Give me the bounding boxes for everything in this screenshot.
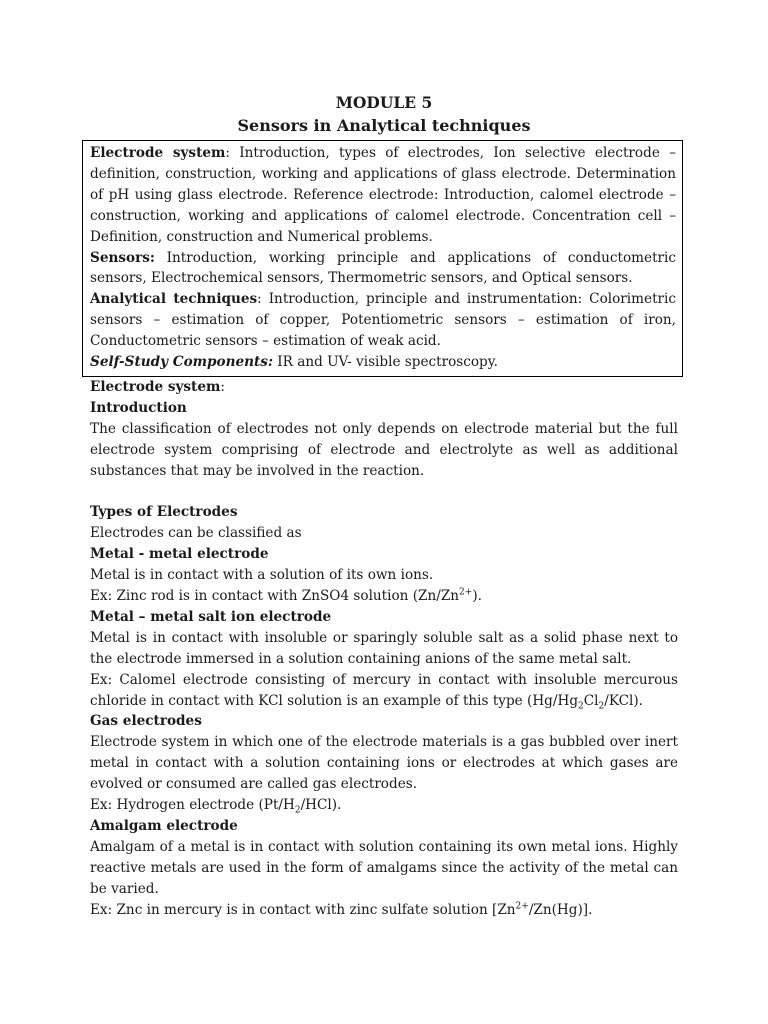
metal-electrode-example: Ex: Zinc rod is in contact with ZnSO4 solution $(Zn/Zn^{2+})$. [90,587,482,605]
introduction-heading: Introduction [90,399,187,416]
syllabus-sensors [90,248,676,290]
syllabus-electrode [90,143,676,248]
module-number: MODULE 5 [335,93,433,112]
amalgam-electrode-heading: Amalgam electrode [90,817,238,834]
document-page [90,92,678,921]
module-title: Sensors in Analytical techniques [237,116,531,135]
spacer [90,482,678,503]
gas-electrode-example: Ex: Hydrogen electrode $(Pt/H_2/HCl)$. [90,797,342,816]
syllabus-analytical [90,289,676,352]
syllabus-selfstudy [90,352,676,373]
syllabus-sensors-text: Introduction, working principle and applications of conductometric sensors, Electrochemical sensors, Thermometric sensors, and Optical sensors. [90,249,676,287]
syllabus-electrode-text: : Introduction, types of electrodes, Ion selective electrode – definition, construction, working and applications of glass electrode. Determination of pH using glass electrode. Reference electrode: Introduction, calomel electrode – construction, working and applications of calomel electrode. Concentration cell – Definition, construction and Numerical problems. [90,145,676,245]
syllabus-box [82,140,683,377]
amalgam-electrode-paragraph: Amalgam of a metal is in contact with solution containing its own metal ions. Highly reactive metals are used in the form of amalgams since the activity of the metal can be varied. [90,838,678,897]
types-heading: Types of Electrodes [90,504,238,521]
electrode-system-heading: Electrode system: [90,378,225,395]
syllabus-analytical-label: Analytical techniques [90,291,258,308]
types-paragraph: Electrodes can be classified as [90,525,302,542]
syllabus-sensors-label: Sensors: [90,249,155,266]
syllabus-analytical-text: : Introduction, principle and instrumentation: Colorimetric sensors – estimation of copper, Potentiometric sensors – estimation of iron, Conductometric sensors – estimation of weak acid. [90,291,676,350]
syllabus-electrode-label: Electrode system [90,145,226,161]
body-content [90,377,678,921]
metal-electrode-heading: Metal - metal electrode [90,546,269,563]
amalgam-electrode-example: Ex: Znc in mercury is in contact with zinc sulfate solution $[Zn^{2+}/Zn(Hg)]$. [90,901,593,918]
gas-electrode-paragraph: Electrode system in which one of the electrode materials is a gas bubbled over inert metal in contact with a solution containing ions or electrodes at which gases are evolved or consumed are called gas electrodes. [90,734,678,793]
metal-salt-paragraph: Metal is in contact with insoluble or sparingly soluble salt as a solid phase next to the electrode immersed in a solution containing anions of the same metal salt. [90,629,678,667]
metal-salt-heading: Metal – metal salt ion electrode [90,608,332,625]
metal-electrode-paragraph: Metal is in contact with a solution of its own ions. [90,567,434,584]
gas-electrode-heading: Gas electrodes [90,713,202,730]
syllabus-selfstudy-label: Self-Study Components: [90,354,273,371]
introduction-paragraph: The classification of electrodes not only depends on electrode material but the full electrode system comprising of electrode and electrolyte as well as additional substances that may be involved in the reaction. [90,420,678,479]
syllabus-selfstudy-text: IR and UV- visible spectroscopy. [272,354,498,371]
metal-salt-example: Ex: Calomel electrode consisting of mercury in contact with insoluble mercurous chloride in contact with KCl solution is an example of this type $(Hg/Hg_2Cl_2/KCl)$. [90,671,678,712]
